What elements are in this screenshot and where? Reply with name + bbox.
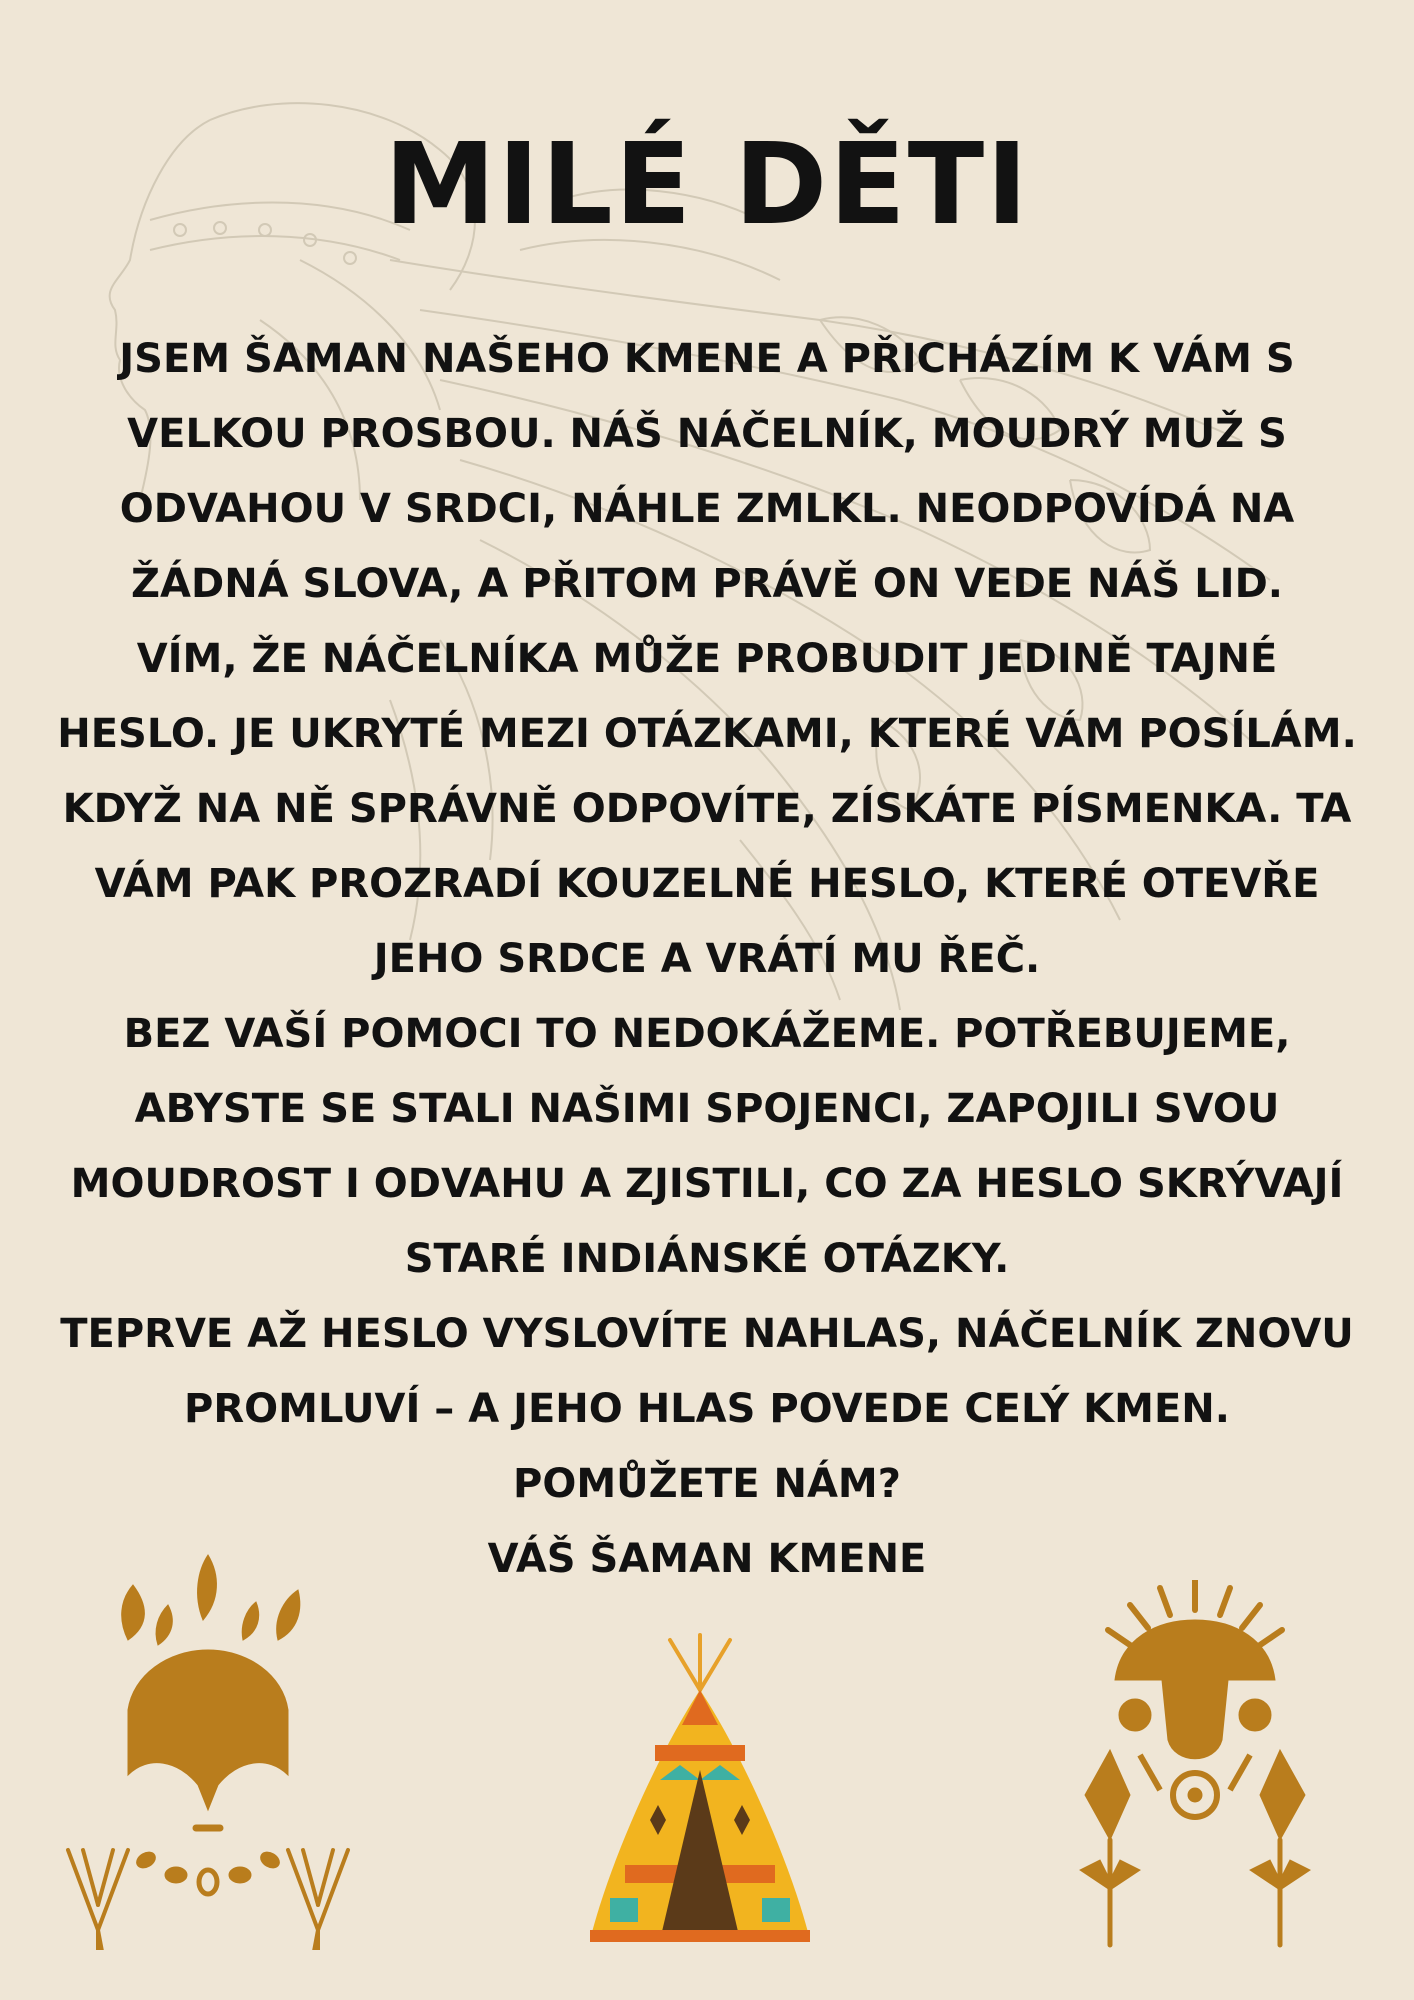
signature: VÁŠ ŠAMAN KMENE [487, 1536, 927, 1582]
bird-mask-icon [58, 1510, 358, 1950]
paragraph-3: BEZ VAŠÍ POMOCI TO NEDOKÁŽEME. POTŘEBUJEME, ABYSTE SE STALI NAŠIMI SPOJENCI, ZAPOJILI SVOU MOUDROST I ODVAHU A ZJISTILI, CO ZA HESLO SKRÝVAJÍ STARÉ INDIÁNSKÉ OTÁZKY. [70, 1011, 1344, 1282]
paragraph-5: POMŮŽETE NÁM? [513, 1461, 901, 1507]
letter-body [54, 322, 1360, 1597]
page-title: MILÉ DĚTI [384, 120, 1030, 250]
paragraph-2: VÍM, ŽE NÁČELNÍKA MŮŽE PROBUDIT JEDINĚ TAJNÉ HESLO. JE UKRYTÉ MEZI OTÁZKAMI, KTERÉ VÁM POSÍLÁM. KDYŽ NA NĚ SPRÁVNĚ ODPOVÍTE, ZÍSKÁTE PÍSMENKA. TA VÁM PAK PROZRADÍ KOUZELNÉ HESLO, KTERÉ OTEVŘE JEHO SRDCE A VRÁTÍ MU ŘEČ. [57, 636, 1357, 982]
paragraph-4: TEPRVE AŽ HESLO VYSLOVÍTE NAHLAS, NÁČELNÍK ZNOVU PROMLUVÍ – A JEHO HLAS POVEDE CELÝ KMEN. [60, 1311, 1354, 1432]
paragraph-1: JSEM ŠAMAN NAŠEHO KMENE A PŘICHÁZÍM K VÁM S VELKOU PROSBOU. NÁŠ NÁČELNÍK, MOUDRÝ MUŽ S ODVAHOU V SRDCI, NÁHLE ZMLKL. NEODPOVÍDÁ NA ŽÁDNÁ SLOVA, A PŘITOM PRÁVĚ ON VEDE NÁŠ LID. [119, 336, 1295, 607]
teepee-icon [570, 1630, 830, 1960]
sun-mask-icon [1050, 1580, 1340, 1950]
